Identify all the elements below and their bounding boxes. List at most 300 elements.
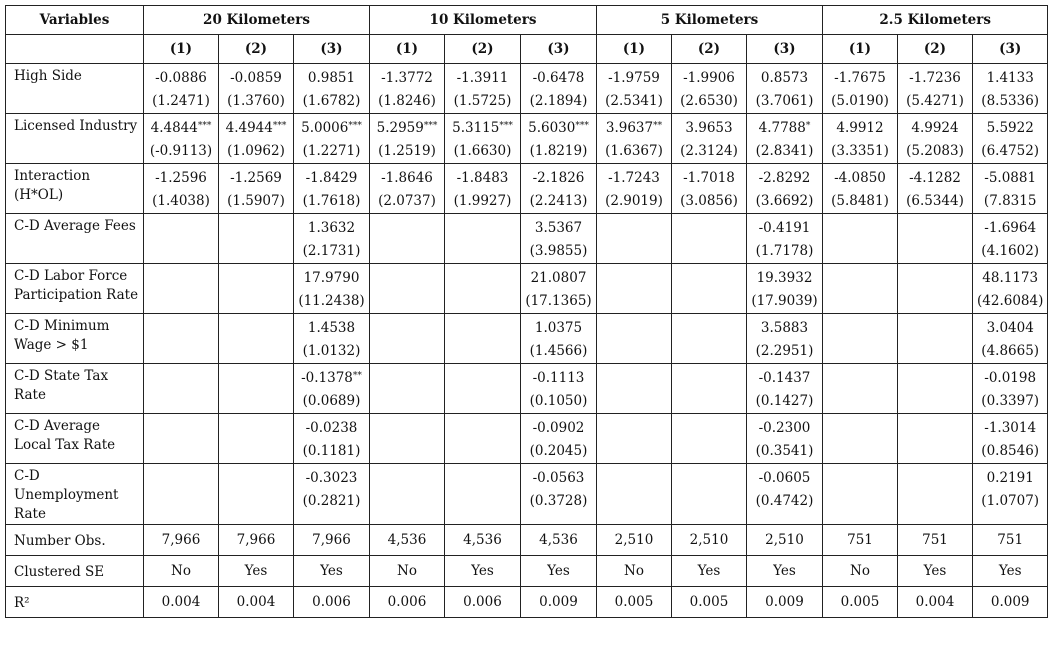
estimate-cell <box>597 164 672 214</box>
summary-value: 751 <box>973 525 1048 556</box>
estimate-cell <box>823 464 898 525</box>
coefficient-value: 48.1173 <box>982 270 1039 286</box>
estimate-cell <box>973 414 1048 464</box>
coefficient-value: 4.9924 <box>911 120 959 136</box>
estimate-cell <box>898 314 973 364</box>
coefficient-value: 0.2191 <box>986 470 1034 486</box>
coefficient-value: -1.3014 <box>984 420 1037 436</box>
estimate-cell <box>672 314 747 364</box>
standard-error-value: (2.8341) <box>755 143 814 159</box>
coefficient-value: -0.3023 <box>305 470 358 486</box>
standard-error-value: (2.3124) <box>680 143 738 159</box>
regression-table-container <box>5 5 1048 618</box>
estimate-cell <box>445 164 521 214</box>
standard-error-value: (3.6692) <box>755 193 814 209</box>
standard-error-value: (1.2519) <box>378 143 436 159</box>
summary-value: Yes <box>219 556 294 587</box>
group-header-5km: 5 Kilometers <box>597 6 823 35</box>
column-number-header: (3) <box>521 35 597 64</box>
coefficient-value: -0.2300 <box>758 420 811 436</box>
standard-error-value: (11.2438) <box>298 293 365 309</box>
estimate-cell <box>973 264 1048 314</box>
estimate-cell <box>747 414 823 464</box>
estimate-cell <box>672 264 747 314</box>
estimate-cell <box>144 114 219 164</box>
row-label: Interaction (H*OL) <box>6 164 144 214</box>
estimate-cell <box>370 464 445 525</box>
summary-value: 0.006 <box>294 587 370 618</box>
standard-error-value: (0.0689) <box>302 393 361 409</box>
empty-header-cell <box>6 35 144 64</box>
coefficient-value: -0.0563 <box>532 470 585 486</box>
coefficient-value: 17.9790 <box>303 270 360 286</box>
standard-error-value: (42.6084) <box>977 293 1044 309</box>
column-number-header: (1) <box>144 35 219 64</box>
estimate-cell <box>898 364 973 414</box>
table-row <box>6 414 1048 464</box>
estimate-cell <box>521 364 597 414</box>
column-number-header: (2) <box>219 35 294 64</box>
standard-error-value: (2.9019) <box>605 193 663 209</box>
standard-error-value: (1.7618) <box>302 193 361 209</box>
table-row <box>6 64 1048 114</box>
coefficient-value: -0.0902 <box>532 420 585 436</box>
group-header-2-5km: 2.5 Kilometers <box>823 6 1048 35</box>
coefficient-value: 21.0807 <box>530 270 587 286</box>
estimate-cell <box>219 64 294 114</box>
estimate-cell <box>973 164 1048 214</box>
estimate-cell <box>445 264 521 314</box>
estimate-cell <box>219 364 294 414</box>
summary-value: No <box>597 556 672 587</box>
estimate-cell <box>672 114 747 164</box>
summary-value: 0.006 <box>445 587 521 618</box>
estimate-cell <box>973 214 1048 264</box>
group-header-10km: 10 Kilometers <box>370 6 597 35</box>
standard-error-value: (7.8315 <box>983 193 1037 209</box>
estimate-cell <box>445 114 521 164</box>
estimate-cell <box>294 464 370 525</box>
standard-error-value: (0.2821) <box>302 493 361 509</box>
table-body <box>6 64 1048 618</box>
column-number-header: (2) <box>445 35 521 64</box>
coefficient-value: 1.0375 <box>534 320 583 336</box>
estimate-cell <box>823 64 898 114</box>
table-row <box>6 264 1048 314</box>
coefficient-value: 3.0404 <box>986 320 1034 336</box>
row-label: C-D Average Local Tax Rate <box>6 414 144 464</box>
coefficient-value: -5.0881 <box>984 170 1037 186</box>
estimate-cell <box>823 414 898 464</box>
summary-label: R² <box>6 587 144 618</box>
coefficient-value: -0.1378** <box>301 370 362 386</box>
standard-error-value: (5.0190) <box>831 93 889 109</box>
summary-value: No <box>823 556 898 587</box>
estimate-cell <box>521 314 597 364</box>
summary-value: 0.004 <box>219 587 294 618</box>
estimate-cell <box>294 214 370 264</box>
estimate-cell <box>521 114 597 164</box>
coefficient-value: 5.6030*** <box>528 120 589 136</box>
estimate-cell <box>370 64 445 114</box>
standard-error-value: (1.6367) <box>605 143 663 159</box>
standard-error-value: (0.3397) <box>981 393 1040 409</box>
coefficient-value: -0.1113 <box>532 370 585 386</box>
coefficient-value: -0.0859 <box>230 70 282 86</box>
coefficient-value: -1.7243 <box>608 170 660 186</box>
column-number-header: (3) <box>294 35 370 64</box>
standard-error-value: (1.0962) <box>227 143 285 159</box>
standard-error-value: (3.7061) <box>755 93 814 109</box>
row-label: C-D Labor Force Participation Rate <box>6 264 144 314</box>
estimate-cell <box>973 64 1048 114</box>
estimate-cell <box>370 214 445 264</box>
standard-error-value: (-0.9113) <box>149 143 213 159</box>
summary-value: 0.006 <box>370 587 445 618</box>
column-number-header: (3) <box>973 35 1048 64</box>
standard-error-value: (17.1365) <box>525 293 592 309</box>
estimate-cell <box>898 164 973 214</box>
column-number-header: (3) <box>747 35 823 64</box>
standard-error-value: (5.4271) <box>906 93 964 109</box>
table-row <box>6 214 1048 264</box>
standard-error-value: (1.6630) <box>453 143 512 159</box>
row-label: C-D Average Fees <box>6 214 144 264</box>
coefficient-value: -1.9759 <box>608 70 660 86</box>
estimate-cell <box>973 114 1048 164</box>
table-row <box>6 364 1048 414</box>
summary-value: 0.009 <box>973 587 1048 618</box>
coefficient-value: 5.5922 <box>986 120 1034 136</box>
coefficient-value: -1.3772 <box>381 70 433 86</box>
coefficient-value: -1.8483 <box>456 170 509 186</box>
coefficient-value: 4.4844*** <box>150 120 212 136</box>
estimate-cell <box>219 464 294 525</box>
estimate-cell <box>521 464 597 525</box>
column-number-row <box>6 35 1048 64</box>
summary-value: 751 <box>898 525 973 556</box>
summary-value: Yes <box>294 556 370 587</box>
estimate-cell <box>672 414 747 464</box>
standard-error-value: (1.2271) <box>302 143 361 159</box>
estimate-cell <box>747 64 823 114</box>
coefficient-value: -1.9906 <box>683 70 735 86</box>
table-row <box>6 314 1048 364</box>
summary-value: 0.005 <box>823 587 898 618</box>
estimate-cell <box>445 464 521 525</box>
coefficient-value: -2.1826 <box>532 170 585 186</box>
estimate-cell <box>521 164 597 214</box>
standard-error-value: (1.0132) <box>302 343 361 359</box>
estimate-cell <box>445 414 521 464</box>
standard-error-value: (2.6530) <box>680 93 738 109</box>
standard-error-value: (0.4742) <box>755 493 814 509</box>
estimate-cell <box>521 264 597 314</box>
summary-value: No <box>144 556 219 587</box>
estimate-cell <box>521 214 597 264</box>
coefficient-value: 5.3115*** <box>452 120 513 136</box>
summary-value: 0.004 <box>898 587 973 618</box>
column-number-header: (2) <box>898 35 973 64</box>
coefficient-value: -0.0886 <box>155 70 207 86</box>
estimate-cell <box>898 64 973 114</box>
estimate-cell <box>445 314 521 364</box>
summary-value: 4,536 <box>521 525 597 556</box>
estimate-cell <box>597 64 672 114</box>
estimate-cell <box>219 164 294 214</box>
coefficient-value: -0.6478 <box>532 70 585 86</box>
column-number-header: (1) <box>823 35 898 64</box>
estimate-cell <box>370 414 445 464</box>
estimate-cell <box>370 164 445 214</box>
row-label: C-D Unemployment Rate <box>6 464 144 525</box>
estimate-cell <box>144 264 219 314</box>
table-row <box>6 464 1048 525</box>
summary-label: Clustered SE <box>6 556 144 587</box>
summary-value: Yes <box>898 556 973 587</box>
coefficient-value: -1.7236 <box>909 70 961 86</box>
standard-error-value: (0.8546) <box>981 443 1040 459</box>
estimate-cell <box>597 414 672 464</box>
estimate-cell <box>294 414 370 464</box>
coefficient-value: 3.5883 <box>760 320 809 336</box>
standard-error-value: (3.0856) <box>680 193 738 209</box>
estimate-cell <box>597 264 672 314</box>
coefficient-value: 3.9637** <box>605 120 663 136</box>
estimate-cell <box>144 214 219 264</box>
summary-value: Yes <box>672 556 747 587</box>
standard-error-value: (0.2045) <box>529 443 588 459</box>
standard-error-value: (4.8665) <box>981 343 1040 359</box>
standard-error-value: (1.4566) <box>529 343 588 359</box>
estimate-cell <box>898 264 973 314</box>
standard-error-value: (1.3760) <box>227 93 285 109</box>
estimate-cell <box>672 64 747 114</box>
estimate-cell <box>672 364 747 414</box>
summary-value: 0.009 <box>747 587 823 618</box>
standard-error-value: (3.3351) <box>831 143 889 159</box>
estimate-cell <box>445 364 521 414</box>
summary-value: 7,966 <box>219 525 294 556</box>
estimate-cell <box>597 364 672 414</box>
summary-value: Yes <box>445 556 521 587</box>
estimate-cell <box>823 214 898 264</box>
estimate-cell <box>219 314 294 364</box>
summary-value: Yes <box>521 556 597 587</box>
column-number-header: (1) <box>597 35 672 64</box>
estimate-cell <box>144 414 219 464</box>
estimate-cell <box>294 114 370 164</box>
estimate-cell <box>144 164 219 214</box>
standard-error-value: (1.4038) <box>152 193 210 209</box>
row-label: C-D State Tax Rate <box>6 364 144 414</box>
estimate-cell <box>823 364 898 414</box>
coefficient-value: -1.8646 <box>381 170 433 186</box>
coefficient-value: -1.3911 <box>456 70 509 86</box>
coefficient-value: -1.7018 <box>683 170 735 186</box>
summary-value: 2,510 <box>672 525 747 556</box>
estimate-cell <box>898 114 973 164</box>
estimate-cell <box>219 414 294 464</box>
estimate-cell <box>823 114 898 164</box>
coefficient-value: -4.0850 <box>834 170 886 186</box>
estimate-cell <box>144 314 219 364</box>
standard-error-value: (6.5344) <box>906 193 964 209</box>
estimate-cell <box>370 364 445 414</box>
summary-value: 0.009 <box>521 587 597 618</box>
standard-error-value: (3.9855) <box>529 243 588 259</box>
estimate-cell <box>672 164 747 214</box>
standard-error-value: (1.8219) <box>529 143 588 159</box>
coefficient-value: 3.5367 <box>534 220 583 236</box>
coefficient-value: 0.8573 <box>760 70 809 86</box>
standard-error-value: (17.9039) <box>751 293 818 309</box>
estimate-cell <box>747 314 823 364</box>
standard-error-value: (6.4752) <box>981 143 1040 159</box>
group-header-20km: 20 Kilometers <box>144 6 370 35</box>
table-row <box>6 114 1048 164</box>
coefficient-value: 4.4944*** <box>225 120 287 136</box>
estimate-cell <box>747 164 823 214</box>
standard-error-value: (2.5341) <box>605 93 663 109</box>
standard-error-value: (0.1181) <box>302 443 361 459</box>
coefficient-value: 4.9912 <box>836 120 884 136</box>
estimate-cell <box>521 414 597 464</box>
estimate-cell <box>597 114 672 164</box>
variables-header: Variables <box>6 6 144 35</box>
summary-value: 0.004 <box>144 587 219 618</box>
coefficient-value: -1.2569 <box>230 170 282 186</box>
estimate-cell <box>823 314 898 364</box>
coefficient-value: 1.4133 <box>986 70 1034 86</box>
estimate-cell <box>823 164 898 214</box>
estimate-cell <box>219 114 294 164</box>
coefficient-value: -1.6964 <box>984 220 1037 236</box>
estimate-cell <box>294 364 370 414</box>
standard-error-value: (2.1894) <box>529 93 588 109</box>
estimate-cell <box>973 364 1048 414</box>
estimate-cell <box>747 364 823 414</box>
estimate-cell <box>445 64 521 114</box>
standard-error-value: (1.6782) <box>302 93 361 109</box>
estimate-cell <box>370 264 445 314</box>
coefficient-value: -0.0198 <box>984 370 1037 386</box>
summary-label: Number Obs. <box>6 525 144 556</box>
summary-value: 7,966 <box>294 525 370 556</box>
estimate-cell <box>672 464 747 525</box>
estimate-cell <box>597 314 672 364</box>
summary-value: 2,510 <box>597 525 672 556</box>
standard-error-value: (2.2413) <box>529 193 588 209</box>
standard-error-value: (0.3728) <box>529 493 588 509</box>
summary-value: Yes <box>747 556 823 587</box>
table-row <box>6 164 1048 214</box>
standard-error-value: (0.1050) <box>529 393 588 409</box>
coefficient-value: -0.4191 <box>758 220 811 236</box>
standard-error-value: (0.1427) <box>755 393 814 409</box>
coefficient-value: 5.0006*** <box>301 120 362 136</box>
coefficient-value: 3.9653 <box>685 120 733 136</box>
estimate-cell <box>597 214 672 264</box>
summary-row <box>6 556 1048 587</box>
coefficient-value: 19.3932 <box>756 270 813 286</box>
estimate-cell <box>144 364 219 414</box>
estimate-cell <box>445 214 521 264</box>
standard-error-value: (1.9927) <box>453 193 512 209</box>
standard-error-value: (1.5907) <box>227 193 285 209</box>
summary-row <box>6 587 1048 618</box>
standard-error-value: (5.2083) <box>906 143 964 159</box>
estimate-cell <box>370 314 445 364</box>
estimate-cell <box>144 464 219 525</box>
coefficient-value: -1.8429 <box>305 170 358 186</box>
standard-error-value: (1.7178) <box>755 243 814 259</box>
standard-error-value: (4.1602) <box>981 243 1040 259</box>
summary-value: 0.005 <box>672 587 747 618</box>
standard-error-value: (2.2951) <box>755 343 814 359</box>
estimate-cell <box>747 214 823 264</box>
coefficient-value: -0.0605 <box>758 470 811 486</box>
coefficient-value: 5.2959*** <box>376 120 438 136</box>
estimate-cell <box>597 464 672 525</box>
standard-error-value: (1.5725) <box>453 93 512 109</box>
coefficient-value: 1.3632 <box>307 220 356 236</box>
regression-table <box>5 5 1048 618</box>
coefficient-value: 0.9851 <box>307 70 356 86</box>
summary-value: 7,966 <box>144 525 219 556</box>
estimate-cell <box>219 214 294 264</box>
coefficient-value: -2.8292 <box>758 170 811 186</box>
coefficient-value: 1.4538 <box>307 320 356 336</box>
estimate-cell <box>973 464 1048 525</box>
standard-error-value: (2.1731) <box>302 243 361 259</box>
coefficient-value: -4.1282 <box>909 170 961 186</box>
summary-value: 0.005 <box>597 587 672 618</box>
estimate-cell <box>294 64 370 114</box>
row-label: C-D Minimum Wage > $1 <box>6 314 144 364</box>
estimate-cell <box>973 314 1048 364</box>
estimate-cell <box>747 264 823 314</box>
estimate-cell <box>294 314 370 364</box>
column-number-header: (1) <box>370 35 445 64</box>
coefficient-value: -1.2596 <box>155 170 207 186</box>
summary-row <box>6 525 1048 556</box>
group-header-row <box>6 6 1048 35</box>
standard-error-value: (8.5336) <box>981 93 1040 109</box>
estimate-cell <box>823 264 898 314</box>
standard-error-value: (1.0707) <box>981 493 1040 509</box>
estimate-cell <box>898 464 973 525</box>
standard-error-value: (5.8481) <box>831 193 889 209</box>
summary-value: 4,536 <box>445 525 521 556</box>
estimate-cell <box>747 464 823 525</box>
estimate-cell <box>219 264 294 314</box>
standard-error-value: (1.2471) <box>152 93 210 109</box>
coefficient-value: 4.7788* <box>758 120 811 136</box>
estimate-cell <box>747 114 823 164</box>
summary-value: Yes <box>973 556 1048 587</box>
coefficient-value: -1.7675 <box>834 70 886 86</box>
coefficient-value: -0.1437 <box>758 370 811 386</box>
standard-error-value: (2.0737) <box>378 193 436 209</box>
estimate-cell <box>898 414 973 464</box>
estimate-cell <box>521 64 597 114</box>
summary-value: 4,536 <box>370 525 445 556</box>
row-label: Licensed Industry <box>6 114 144 164</box>
standard-error-value: (0.3541) <box>755 443 814 459</box>
estimate-cell <box>898 214 973 264</box>
summary-value: No <box>370 556 445 587</box>
